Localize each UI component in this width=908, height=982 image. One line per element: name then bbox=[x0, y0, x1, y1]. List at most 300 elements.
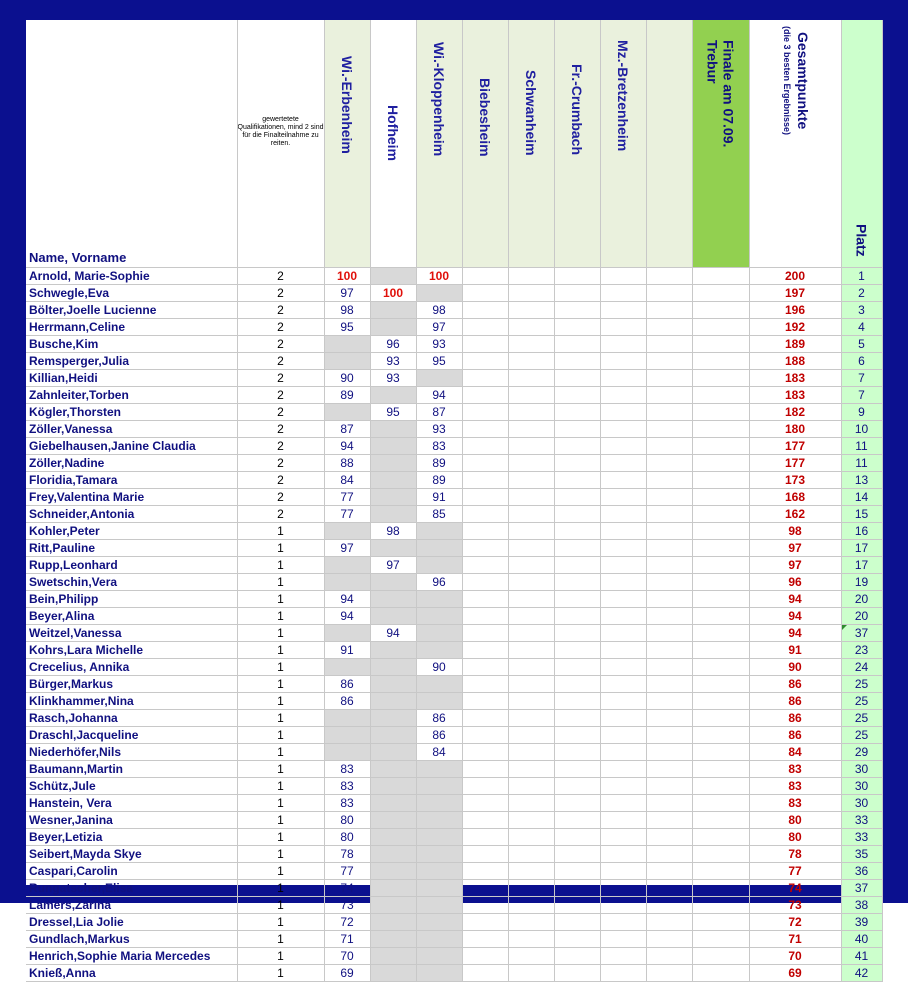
total-points-label: Gesamtpunkte (die 3 besten Ergebnisse) bbox=[782, 26, 811, 136]
score-cell bbox=[370, 268, 416, 285]
empty-score-cell bbox=[554, 574, 600, 591]
score-cell bbox=[370, 591, 416, 608]
empty-score-cell bbox=[508, 727, 554, 744]
empty-score-cell bbox=[600, 914, 646, 931]
total-points: 189 bbox=[749, 336, 841, 353]
empty-score-cell bbox=[600, 710, 646, 727]
place: 15 bbox=[841, 506, 882, 523]
empty-score-cell bbox=[508, 472, 554, 489]
empty-score-cell bbox=[600, 285, 646, 302]
rider-name: Kögler,Thorsten bbox=[26, 404, 237, 421]
empty-score-cell bbox=[600, 761, 646, 778]
empty-score-cell bbox=[646, 778, 692, 795]
score-cell bbox=[370, 795, 416, 812]
rider-name: Baumann,Martin bbox=[26, 761, 237, 778]
score-cell: 89 bbox=[416, 455, 462, 472]
score-cell bbox=[324, 404, 370, 421]
table-row bbox=[26, 659, 882, 676]
location-header bbox=[324, 20, 370, 268]
empty-score-cell bbox=[646, 472, 692, 489]
finale-cell bbox=[692, 965, 749, 982]
location-label: Mz.-Bretzenheim bbox=[615, 40, 631, 152]
empty-score-cell bbox=[508, 829, 554, 846]
score-cell bbox=[370, 778, 416, 795]
finale-cell bbox=[692, 795, 749, 812]
empty-score-cell bbox=[462, 795, 508, 812]
rider-name: Swetschin,Vera bbox=[26, 574, 237, 591]
empty-score-cell bbox=[508, 540, 554, 557]
place: 30 bbox=[841, 795, 882, 812]
empty-score-cell bbox=[554, 710, 600, 727]
qualification-count: 1 bbox=[237, 710, 324, 727]
place: 10 bbox=[841, 421, 882, 438]
qualification-count: 2 bbox=[237, 285, 324, 302]
location-label: Hofheim bbox=[385, 105, 401, 161]
empty-score-cell bbox=[646, 540, 692, 557]
empty-score-cell bbox=[554, 761, 600, 778]
empty-score-cell bbox=[508, 880, 554, 897]
empty-score-cell bbox=[600, 795, 646, 812]
empty-score-cell bbox=[554, 319, 600, 336]
empty-score-cell bbox=[508, 302, 554, 319]
place: 25 bbox=[841, 676, 882, 693]
empty-score-cell bbox=[600, 472, 646, 489]
qualification-count: 1 bbox=[237, 693, 324, 710]
empty-score-cell bbox=[508, 268, 554, 285]
rider-name: Seibert,Mayda Skye bbox=[26, 846, 237, 863]
empty-score-cell bbox=[508, 948, 554, 965]
empty-score-cell bbox=[554, 880, 600, 897]
rider-name: Rupp,Leonhard bbox=[26, 557, 237, 574]
empty-score-cell bbox=[600, 812, 646, 829]
header-row bbox=[26, 20, 882, 268]
empty-score-cell bbox=[554, 404, 600, 421]
score-cell: 93 bbox=[416, 421, 462, 438]
score-cell bbox=[324, 659, 370, 676]
score-cell bbox=[416, 880, 462, 897]
empty-score-cell bbox=[646, 608, 692, 625]
rider-name: Crecelius, Annika bbox=[26, 659, 237, 676]
table-row bbox=[26, 540, 882, 557]
empty-score-cell bbox=[600, 846, 646, 863]
empty-score-cell bbox=[462, 625, 508, 642]
score-cell bbox=[324, 557, 370, 574]
place: 17 bbox=[841, 540, 882, 557]
qualification-count: 2 bbox=[237, 404, 324, 421]
table-row bbox=[26, 931, 882, 948]
table-row bbox=[26, 268, 882, 285]
place: 9 bbox=[841, 404, 882, 421]
score-cell bbox=[416, 812, 462, 829]
empty-score-cell bbox=[600, 489, 646, 506]
empty-score-cell bbox=[508, 965, 554, 982]
empty-score-cell bbox=[646, 302, 692, 319]
score-cell: 83 bbox=[416, 438, 462, 455]
empty-score-cell bbox=[600, 625, 646, 642]
finale-cell bbox=[692, 455, 749, 472]
qualification-count: 1 bbox=[237, 948, 324, 965]
place: 41 bbox=[841, 948, 882, 965]
table-row bbox=[26, 693, 882, 710]
empty-score-cell bbox=[554, 302, 600, 319]
qualification-note: gewertetete Qualifikationen, mind 2 sind für die Finalteilnahme zu reiten. bbox=[237, 20, 324, 268]
empty-score-cell bbox=[508, 438, 554, 455]
total-points: 74 bbox=[749, 880, 841, 897]
score-cell bbox=[370, 438, 416, 455]
empty-score-cell bbox=[554, 506, 600, 523]
finale-cell bbox=[692, 319, 749, 336]
total-points: 94 bbox=[749, 591, 841, 608]
total-points: 83 bbox=[749, 778, 841, 795]
score-cell bbox=[370, 302, 416, 319]
empty-score-cell bbox=[462, 540, 508, 557]
qualification-count: 2 bbox=[237, 489, 324, 506]
empty-score-cell bbox=[600, 931, 646, 948]
score-cell: 98 bbox=[324, 302, 370, 319]
empty-score-cell bbox=[508, 404, 554, 421]
location-label: Schwanheim bbox=[523, 70, 539, 156]
empty-score-cell bbox=[508, 319, 554, 336]
empty-score-cell bbox=[646, 591, 692, 608]
total-points: 80 bbox=[749, 829, 841, 846]
total-points: 86 bbox=[749, 676, 841, 693]
score-cell bbox=[370, 421, 416, 438]
score-cell bbox=[324, 353, 370, 370]
empty-score-cell bbox=[554, 693, 600, 710]
empty-score-cell bbox=[462, 591, 508, 608]
empty-score-cell bbox=[554, 642, 600, 659]
qualification-count: 1 bbox=[237, 523, 324, 540]
table-row bbox=[26, 455, 882, 472]
empty-score-cell bbox=[508, 778, 554, 795]
score-cell bbox=[416, 591, 462, 608]
score-cell bbox=[416, 897, 462, 914]
total-points: 183 bbox=[749, 370, 841, 387]
place: 7 bbox=[841, 387, 882, 404]
empty-score-cell bbox=[646, 863, 692, 880]
empty-score-cell bbox=[462, 880, 508, 897]
score-cell: 97 bbox=[370, 557, 416, 574]
empty-score-cell bbox=[646, 948, 692, 965]
score-cell bbox=[370, 506, 416, 523]
table-row bbox=[26, 744, 882, 761]
total-points: 84 bbox=[749, 744, 841, 761]
score-cell: 69 bbox=[324, 965, 370, 982]
score-cell: 97 bbox=[324, 285, 370, 302]
empty-score-cell bbox=[462, 727, 508, 744]
empty-score-cell bbox=[554, 268, 600, 285]
table-row bbox=[26, 778, 882, 795]
score-cell: 80 bbox=[324, 829, 370, 846]
total-points: 97 bbox=[749, 540, 841, 557]
table-row bbox=[26, 948, 882, 965]
total-points: 83 bbox=[749, 795, 841, 812]
total-points: 183 bbox=[749, 387, 841, 404]
total-points: 72 bbox=[749, 914, 841, 931]
score-cell bbox=[370, 914, 416, 931]
score-cell: 77 bbox=[324, 506, 370, 523]
empty-score-cell bbox=[508, 557, 554, 574]
score-cell: 100 bbox=[324, 268, 370, 285]
location-header bbox=[462, 20, 508, 268]
score-cell: 94 bbox=[324, 591, 370, 608]
table-row bbox=[26, 863, 882, 880]
empty-score-cell bbox=[646, 931, 692, 948]
empty-score-cell bbox=[646, 727, 692, 744]
empty-score-cell bbox=[508, 336, 554, 353]
empty-score-cell bbox=[554, 795, 600, 812]
total-points: 177 bbox=[749, 438, 841, 455]
qualification-count: 1 bbox=[237, 880, 324, 897]
empty-score-cell bbox=[646, 404, 692, 421]
total-points: 98 bbox=[749, 523, 841, 540]
place: 37 bbox=[841, 880, 882, 897]
rider-name: Weitzel,Vanessa bbox=[26, 625, 237, 642]
place: 29 bbox=[841, 744, 882, 761]
finale-cell bbox=[692, 285, 749, 302]
score-cell bbox=[370, 693, 416, 710]
total-points: 86 bbox=[749, 727, 841, 744]
empty-score-cell bbox=[462, 812, 508, 829]
empty-score-cell bbox=[646, 965, 692, 982]
table-row bbox=[26, 472, 882, 489]
finale-cell bbox=[692, 387, 749, 404]
finale-cell bbox=[692, 336, 749, 353]
table-row bbox=[26, 404, 882, 421]
score-cell: 95 bbox=[324, 319, 370, 336]
empty-score-cell bbox=[600, 778, 646, 795]
empty-score-cell bbox=[554, 336, 600, 353]
empty-score-cell bbox=[554, 659, 600, 676]
empty-score-cell bbox=[554, 778, 600, 795]
empty-score-cell bbox=[554, 370, 600, 387]
score-cell: 87 bbox=[416, 404, 462, 421]
empty-score-cell bbox=[554, 540, 600, 557]
score-cell: 89 bbox=[324, 387, 370, 404]
empty-score-cell bbox=[462, 557, 508, 574]
finale-cell bbox=[692, 693, 749, 710]
finale-cell bbox=[692, 421, 749, 438]
score-cell bbox=[370, 829, 416, 846]
empty-score-cell bbox=[462, 489, 508, 506]
table-row bbox=[26, 914, 882, 931]
rider-name: Draschl,Jacqueline bbox=[26, 727, 237, 744]
rider-name: Klinkhammer,Nina bbox=[26, 693, 237, 710]
empty-score-cell bbox=[462, 319, 508, 336]
place-header bbox=[841, 20, 882, 268]
score-cell bbox=[370, 897, 416, 914]
place: 25 bbox=[841, 727, 882, 744]
finale-cell bbox=[692, 506, 749, 523]
rider-name: Knieß,Anna bbox=[26, 965, 237, 982]
score-cell bbox=[416, 608, 462, 625]
score-cell: 91 bbox=[324, 642, 370, 659]
location-header bbox=[416, 20, 462, 268]
score-cell: 94 bbox=[324, 438, 370, 455]
qualification-count: 1 bbox=[237, 965, 324, 982]
empty-score-cell bbox=[600, 302, 646, 319]
score-cell bbox=[324, 710, 370, 727]
empty-score-cell bbox=[554, 846, 600, 863]
score-cell: 88 bbox=[324, 455, 370, 472]
finale-cell bbox=[692, 727, 749, 744]
finale-cell bbox=[692, 642, 749, 659]
empty-score-cell bbox=[646, 880, 692, 897]
table-row bbox=[26, 523, 882, 540]
score-cell: 77 bbox=[324, 863, 370, 880]
place: 14 bbox=[841, 489, 882, 506]
empty-score-cell bbox=[462, 829, 508, 846]
table-row bbox=[26, 506, 882, 523]
empty-score-cell bbox=[508, 846, 554, 863]
rider-name: Schwegle,Eva bbox=[26, 285, 237, 302]
table-row bbox=[26, 608, 882, 625]
empty-score-cell bbox=[508, 659, 554, 676]
finale-cell bbox=[692, 540, 749, 557]
total-points: 192 bbox=[749, 319, 841, 336]
place: 36 bbox=[841, 863, 882, 880]
empty-score-cell bbox=[646, 285, 692, 302]
place: 17 bbox=[841, 557, 882, 574]
rider-name: Herrmann,Celine bbox=[26, 319, 237, 336]
score-cell bbox=[370, 472, 416, 489]
score-cell: 84 bbox=[324, 472, 370, 489]
score-cell bbox=[370, 880, 416, 897]
empty-score-cell bbox=[508, 812, 554, 829]
score-cell: 86 bbox=[416, 710, 462, 727]
table-row bbox=[26, 574, 882, 591]
total-points: 73 bbox=[749, 897, 841, 914]
qualification-count: 1 bbox=[237, 795, 324, 812]
score-cell bbox=[370, 676, 416, 693]
rider-name: Giebelhausen,Janine Claudia bbox=[26, 438, 237, 455]
empty-score-cell bbox=[508, 795, 554, 812]
rider-name: Zöller,Nadine bbox=[26, 455, 237, 472]
empty-score-cell bbox=[646, 421, 692, 438]
qualification-count: 2 bbox=[237, 353, 324, 370]
rider-name: Rasch,Johanna bbox=[26, 710, 237, 727]
empty-score-cell bbox=[646, 370, 692, 387]
qualification-count: 1 bbox=[237, 574, 324, 591]
empty-score-cell bbox=[508, 710, 554, 727]
empty-score-cell bbox=[508, 676, 554, 693]
place: 25 bbox=[841, 693, 882, 710]
score-cell bbox=[370, 931, 416, 948]
score-cell: 87 bbox=[324, 421, 370, 438]
place: 30 bbox=[841, 778, 882, 795]
empty-score-cell bbox=[462, 965, 508, 982]
table-row bbox=[26, 880, 882, 897]
empty-score-cell bbox=[600, 353, 646, 370]
finale-cell bbox=[692, 523, 749, 540]
qualification-count: 1 bbox=[237, 608, 324, 625]
score-cell: 86 bbox=[324, 693, 370, 710]
empty-score-cell bbox=[554, 421, 600, 438]
empty-score-cell bbox=[508, 914, 554, 931]
table-row bbox=[26, 897, 882, 914]
total-points: 188 bbox=[749, 353, 841, 370]
location-header bbox=[554, 20, 600, 268]
score-cell bbox=[370, 710, 416, 727]
total-points: 94 bbox=[749, 608, 841, 625]
score-cell: 93 bbox=[370, 370, 416, 387]
location-header bbox=[600, 20, 646, 268]
score-cell: 90 bbox=[416, 659, 462, 676]
qualification-count: 2 bbox=[237, 370, 324, 387]
rider-name: Beyer,Alina bbox=[26, 608, 237, 625]
finale-cell bbox=[692, 438, 749, 455]
empty-score-cell bbox=[462, 370, 508, 387]
empty-score-cell bbox=[600, 863, 646, 880]
score-cell bbox=[370, 965, 416, 982]
total-points: 173 bbox=[749, 472, 841, 489]
rider-name: Killian,Heidi bbox=[26, 370, 237, 387]
score-cell bbox=[416, 540, 462, 557]
rider-name: Gundlach,Markus bbox=[26, 931, 237, 948]
table-row bbox=[26, 336, 882, 353]
empty-score-cell bbox=[646, 829, 692, 846]
rider-name: Zahnleiter,Torben bbox=[26, 387, 237, 404]
empty-score-cell bbox=[646, 761, 692, 778]
score-cell bbox=[324, 744, 370, 761]
score-cell bbox=[416, 642, 462, 659]
total-points-header bbox=[749, 20, 841, 268]
empty-score-cell bbox=[462, 421, 508, 438]
empty-score-cell bbox=[554, 897, 600, 914]
empty-score-cell bbox=[508, 523, 554, 540]
empty-score-cell bbox=[554, 727, 600, 744]
rider-name: Ritt,Pauline bbox=[26, 540, 237, 557]
empty-score-cell bbox=[600, 404, 646, 421]
empty-score-cell bbox=[600, 880, 646, 897]
empty-score-cell bbox=[646, 846, 692, 863]
empty-score-cell bbox=[646, 319, 692, 336]
empty-score-cell bbox=[646, 914, 692, 931]
empty-score-cell bbox=[508, 761, 554, 778]
empty-score-cell bbox=[600, 438, 646, 455]
empty-score-cell bbox=[646, 676, 692, 693]
rider-name: Floridia,Tamara bbox=[26, 472, 237, 489]
finale-cell bbox=[692, 574, 749, 591]
qualification-count: 1 bbox=[237, 846, 324, 863]
place: 30 bbox=[841, 761, 882, 778]
qualification-count: 2 bbox=[237, 268, 324, 285]
total-points: 177 bbox=[749, 455, 841, 472]
total-points: 90 bbox=[749, 659, 841, 676]
empty-score-cell bbox=[646, 438, 692, 455]
total-points: 86 bbox=[749, 710, 841, 727]
finale-cell bbox=[692, 829, 749, 846]
place: 16 bbox=[841, 523, 882, 540]
empty-score-cell bbox=[600, 948, 646, 965]
empty-score-cell bbox=[462, 676, 508, 693]
empty-score-cell bbox=[462, 506, 508, 523]
empty-score-cell bbox=[600, 608, 646, 625]
rider-name: Lamers,Zarina bbox=[26, 897, 237, 914]
empty-score-cell bbox=[600, 455, 646, 472]
empty-score-cell bbox=[462, 438, 508, 455]
table-row bbox=[26, 846, 882, 863]
table-row bbox=[26, 489, 882, 506]
empty-score-cell bbox=[646, 268, 692, 285]
empty-score-cell bbox=[600, 523, 646, 540]
empty-score-cell bbox=[462, 846, 508, 863]
empty-score-cell bbox=[462, 608, 508, 625]
empty-score-cell bbox=[554, 285, 600, 302]
location-label: Biebesheim bbox=[477, 78, 493, 157]
score-cell: 71 bbox=[324, 931, 370, 948]
score-cell bbox=[416, 948, 462, 965]
